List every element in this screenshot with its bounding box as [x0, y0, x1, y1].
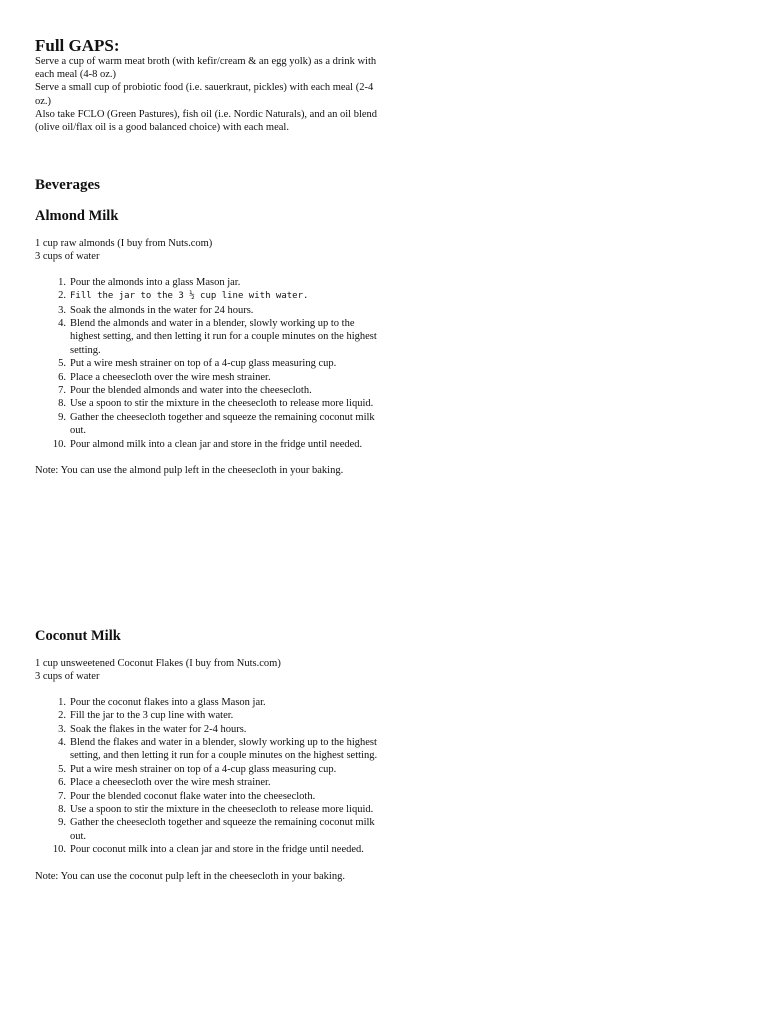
step-item: [35, 317, 385, 357]
step-text: Put a wire mesh strainer on top of a 4-cup glass measuring cup.: [70, 763, 337, 775]
step-text: Gather the cheesecloth together and squeeze the remaining coconut milk out.: [70, 817, 375, 842]
step-text: Pour almond milk into a clean jar and store in the fridge until needed.: [70, 438, 363, 450]
coconut-steps-list: [35, 696, 395, 857]
step-item: [35, 276, 385, 289]
step-text: Pour the blended coconut flake water into the cheesecloth.: [70, 790, 316, 802]
step-number: 7.: [58, 385, 66, 397]
step-item: [35, 709, 385, 722]
step-text: Soak the almonds in the water for 24 hours.: [70, 304, 254, 316]
step-number: 4.: [58, 318, 66, 330]
step-number: 10.: [52, 438, 66, 450]
step-item: [35, 438, 385, 451]
almond-steps-list: [35, 276, 395, 451]
step-text: Fill the jar to the 3 cup line with water.: [70, 710, 234, 722]
step-item: [35, 357, 385, 370]
step-number: 2.: [58, 290, 66, 302]
step-item: [35, 289, 385, 303]
gaps-line-broth: Serve a cup of warm meat broth (with kefir/cream & an egg yolk) as a drink with each meal (4-8 oz.): [35, 56, 377, 81]
step-item: [35, 776, 385, 789]
step-number: 7.: [58, 790, 66, 802]
step-text: Place a cheesecloth over the wire mesh strainer.: [70, 371, 271, 383]
almond-milk-title: Almond Milk: [35, 208, 119, 224]
ingredient-line: 3 cups of water: [35, 251, 100, 263]
ingredient-line: 1 cup raw almonds (I buy from Nuts.com): [35, 238, 213, 249]
step-number: 9.: [58, 411, 66, 423]
step-item: [35, 763, 385, 776]
step-number: 10.: [52, 844, 66, 856]
ingredient-line: 3 cups of water: [35, 671, 100, 683]
step-item: [35, 736, 385, 763]
step-text: Soak the flakes in the water for 2-4 hours.: [70, 723, 247, 735]
gaps-line-supplements: Also take FCLO (Green Pastures), fish oil (i.e. Nordic Naturals), and an oil blend (olive oil/flax oil is a good balanced choice) with each meal.: [35, 108, 378, 134]
step-item: [35, 384, 385, 397]
step-item: [35, 397, 385, 410]
coconut-note: Note: You can use the coconut pulp left in the cheesecloth in your baking.: [35, 870, 345, 882]
step-number: 2.: [58, 710, 66, 722]
almond-note: Note: You can use the almond pulp left in the cheesecloth in your baking.: [35, 465, 344, 477]
gaps-line-probiotic: Serve a small cup of probiotic food (i.e. sauerkraut, pickles) with each meal (2-4 oz.): [35, 82, 374, 107]
step-text: Blend the flakes and water in a blender, slowly working up to the highest setting, and then letting it run for a couple minutes on the highest setting.: [70, 737, 378, 762]
gaps-instructions: [35, 55, 380, 134]
step-number: 5.: [58, 763, 66, 775]
step-text: Place a cheesecloth over the wire mesh strainer.: [70, 777, 271, 789]
step-item: [35, 371, 385, 384]
step-text: Blend the almonds and water in a blender, slowly working up to the highest setting, and then letting it run for a couple minutes on the highest setting.: [70, 318, 377, 356]
almond-ingredients: [35, 237, 395, 264]
step-number: 1.: [58, 696, 66, 708]
step-number: 1.: [58, 276, 66, 288]
step-text: Use a spoon to stir the mixture in the cheesecloth to release more liquid.: [70, 398, 374, 410]
step-number: 3.: [58, 304, 66, 316]
coconut-milk-recipe: [35, 627, 395, 883]
step-text: Fill the jar to the 3 ½ cup line with water.: [70, 291, 309, 302]
step-text: Use a spoon to stir the mixture in the cheesecloth to release more liquid.: [70, 804, 374, 816]
step-text: Pour the blended almonds and water into the cheesecloth.: [70, 385, 312, 397]
step-item: [35, 696, 385, 709]
step-number: 5.: [58, 358, 66, 370]
step-item: [35, 790, 385, 803]
step-item: [35, 843, 385, 856]
step-item: [35, 723, 385, 736]
step-text: Gather the cheesecloth together and squeeze the remaining coconut milk out.: [70, 411, 375, 437]
step-number: 8.: [58, 398, 66, 410]
step-number: 9.: [58, 817, 66, 829]
ingredient-line: 1 cup unsweetened Coconut Flakes (I buy from Nuts.com): [35, 658, 281, 669]
step-text: Pour coconut milk into a clean jar and store in the fridge until needed.: [70, 844, 364, 856]
step-text: Pour the almonds into a glass Mason jar.: [70, 276, 241, 288]
coconut-milk-title: Coconut Milk: [35, 628, 121, 644]
gaps-heading: Full GAPS:: [35, 36, 120, 55]
step-number: 6.: [58, 371, 66, 383]
step-number: 4.: [58, 737, 66, 749]
beverages-heading: Beverages: [35, 177, 100, 193]
step-number: 8.: [58, 804, 66, 816]
coconut-ingredients: [35, 657, 395, 684]
step-number: 3.: [58, 723, 66, 735]
step-text: Put a wire mesh strainer on top of a 4-cup glass measuring cup.: [70, 358, 337, 370]
almond-milk-recipe: [35, 207, 395, 478]
step-text: Pour the coconut flakes into a glass Mason jar.: [70, 696, 266, 708]
step-item: [35, 304, 385, 317]
step-item: [35, 816, 385, 843]
step-item: [35, 803, 385, 816]
step-item: [35, 411, 385, 438]
step-number: 6.: [58, 777, 66, 789]
